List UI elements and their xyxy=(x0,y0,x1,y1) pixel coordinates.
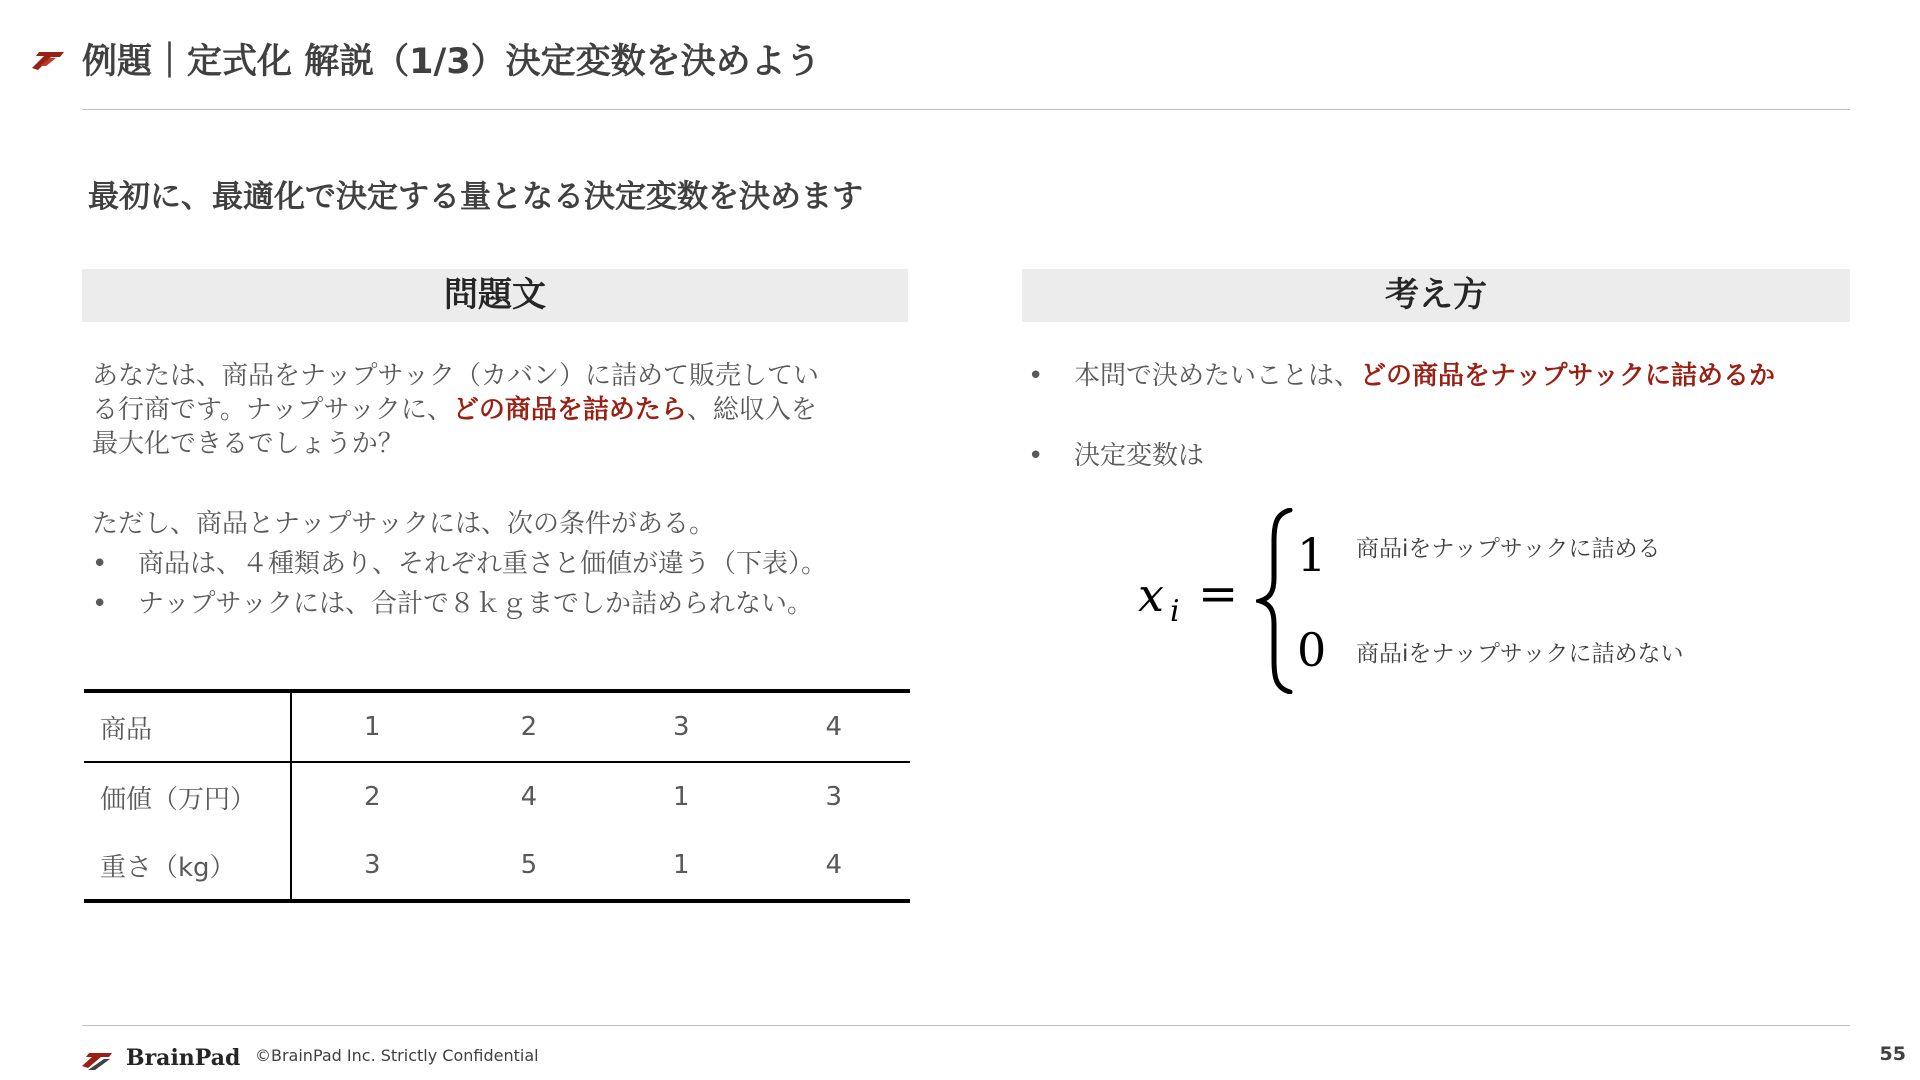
table-cell: 5 xyxy=(453,831,605,901)
condition-intro: ただし、商品とナップサックには、次の条件がある。 xyxy=(92,509,715,539)
table-cell: 4 xyxy=(758,831,910,901)
table-cell: 1 xyxy=(605,831,757,901)
table-cell: 2 xyxy=(453,691,605,762)
case-one-label: 商品iをナップサックに詰める xyxy=(1356,536,1661,562)
approach-text: 決定変数は xyxy=(1074,441,1205,471)
approach-highlight: どの商品をナップサックに詰めるか xyxy=(1360,361,1775,391)
table-cell: 3 xyxy=(605,691,757,762)
condition-text: ナップサックには、合計で８ｋｇまでしか詰められない。 xyxy=(138,589,813,619)
copyright-text: ©BrainPad Inc. Strictly Confidential xyxy=(255,1046,539,1065)
row-header: 価値（万円） xyxy=(84,762,291,831)
brainpad-logo-text: BrainPad xyxy=(126,1045,241,1071)
formula-equals: = xyxy=(1198,566,1239,622)
case-one-value: 1 xyxy=(1297,528,1327,582)
header-divider xyxy=(82,109,1850,110)
case-zero-value: 0 xyxy=(1297,623,1327,677)
lead-text: 最初に、最適化で決定する量となる決定変数を決めます xyxy=(88,179,863,215)
brainpad-logo xyxy=(82,1042,242,1072)
bullet-icon: • xyxy=(1028,441,1044,471)
row-header: 重さ（kg） xyxy=(84,831,291,901)
bullet-icon: • xyxy=(1028,361,1044,391)
item-table xyxy=(84,689,910,903)
problem-highlight: どの商品を詰めたら xyxy=(452,395,687,425)
formula-variable: x xyxy=(1138,568,1164,622)
table-row xyxy=(84,762,910,831)
bullet-icon: • xyxy=(92,549,108,579)
problem-text: る行商です。ナップサックに、 xyxy=(92,395,453,425)
bullet-icon: • xyxy=(92,589,108,619)
case-zero-label: 商品iをナップサックに詰めない xyxy=(1356,641,1684,667)
approach-bullet xyxy=(1028,439,1850,473)
condition-text: 商品は、４種類あり、それぞれ重さと価値が違う（下表）。 xyxy=(138,549,828,579)
approach-text xyxy=(1074,359,1775,393)
table-row xyxy=(84,831,910,901)
table-cell: 4 xyxy=(520,782,538,812)
approach-bullet xyxy=(1028,359,1850,393)
table-cell: 3 xyxy=(825,782,843,812)
problem-text: あなたは、商品をナップサック（カバン）に詰めて販売してい xyxy=(92,361,819,391)
table-cell: 1 xyxy=(673,782,690,812)
problem-line xyxy=(92,427,912,461)
brand-logo-icon xyxy=(30,46,66,72)
problem-line xyxy=(92,393,912,427)
formula-subscript: i xyxy=(1170,594,1180,629)
table-cell: 1 xyxy=(291,691,453,762)
problem-line xyxy=(92,359,912,393)
table-cell: 4 xyxy=(758,691,910,762)
brace-icon xyxy=(1256,508,1296,694)
row-header: 商品 xyxy=(84,691,291,762)
table-cell: 2 xyxy=(364,782,381,812)
page-title: 例題｜定式化 解説（1/3）決定変数を決めよう xyxy=(82,42,821,82)
condition-bullet xyxy=(92,587,912,621)
table-cell: 3 xyxy=(291,831,453,901)
problem-heading: 問題文 xyxy=(82,269,908,322)
approach-heading: 考え方 xyxy=(1022,269,1850,322)
condition-bullet xyxy=(92,547,912,581)
footer-divider xyxy=(82,1025,1850,1026)
approach-text-plain: 本問で決めたいことは、 xyxy=(1074,361,1361,391)
page-number: 55 xyxy=(1879,1043,1906,1065)
problem-text: 最大化できるでしょうか？ xyxy=(92,429,404,459)
problem-text: 、総収入を xyxy=(686,395,817,425)
table-row xyxy=(84,691,910,762)
problem-paragraph xyxy=(92,359,912,461)
